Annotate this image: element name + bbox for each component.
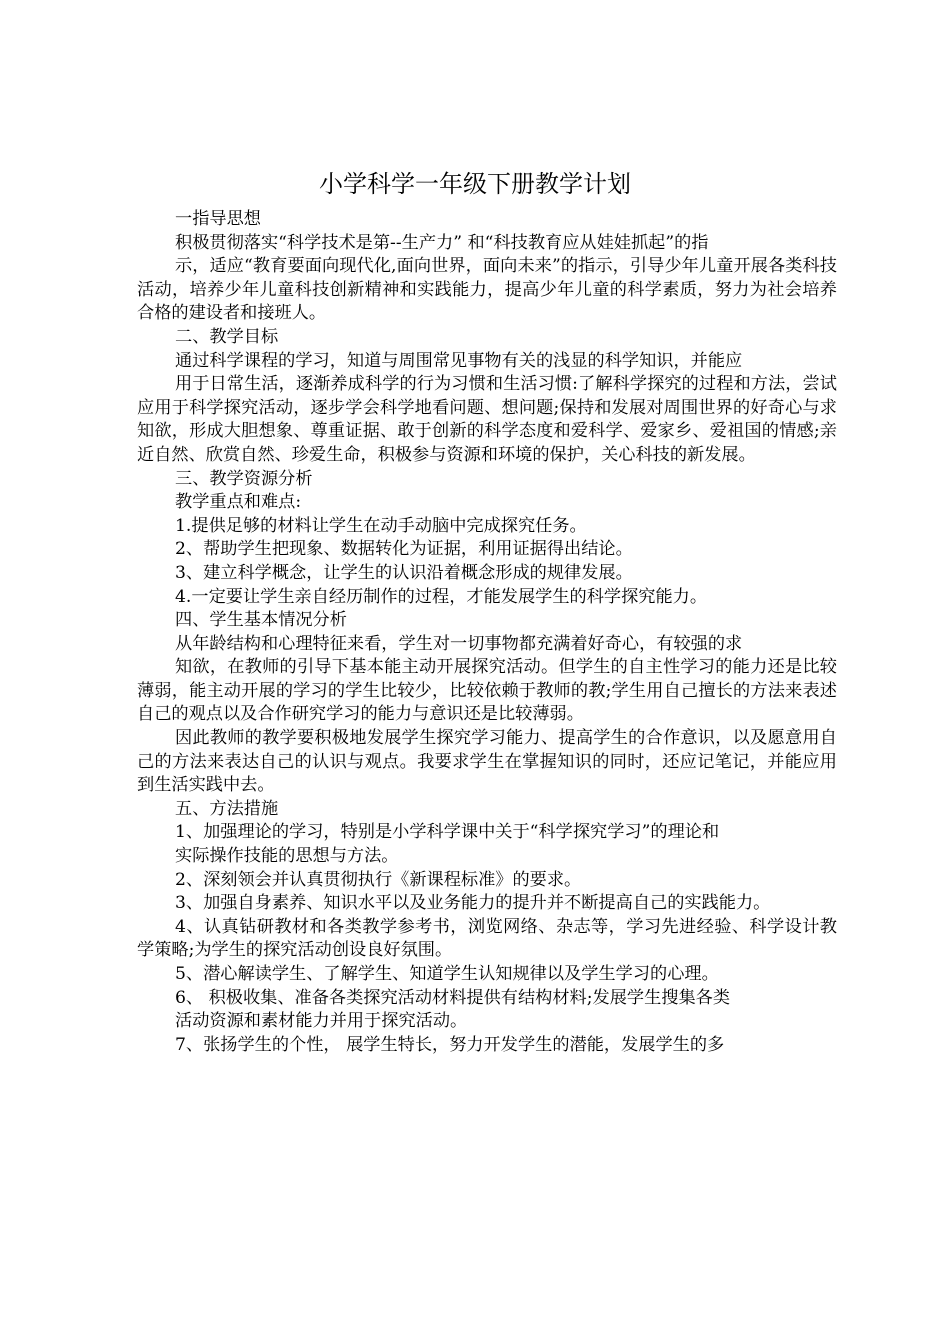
paragraph: 活动资源和素材能力并用于探究活动。 [175,1011,468,1032]
paragraph: 一指导思想 [175,209,261,229]
paragraph: 1、加强理论的学习，特别是小学科学课中关于“科学探究学习”的理论和 [175,822,720,843]
paragraph: 实际操作技能的思想与方法。 [175,846,399,867]
paragraph: 教学重点和难点: [175,492,302,513]
paragraph: 二、教学目标 [175,326,279,347]
paragraph: 用于日常生活，逐渐养成科学的行为习惯和生活习惯:了解科学探究的过程和方法，尝试应用于科学探究活动，逐步学会科学地看问题、想问题;保持和发展对周围世界的好奇心与求知欲，形成大胆想象、尊重证据、敢于创新的科学态度和爱科学、爱家乡、爱祖国的情感;亲近自然、欣赏自然、珍爱生命，积极参与资源和环境的保护，关心科技的新发展。 [137,374,837,465]
paragraph: 6、 积极收集、准备各类探究活动材料提供有结构材料;发展学生搜集各类 [175,987,731,1008]
paragraph: 1.提供足够的材料让学生在动手动脑中完成探究任务。 [175,515,587,536]
paragraph: 7、张扬学生的个性， 展学生特长，努力开发学生的潜能，发展学生的多 [175,1034,725,1055]
paragraph: 四、学生基本情况分析 [175,610,347,631]
paragraph: 因此教师的教学要积极地发展学生探究学习能力、提高学生的合作意识，以及愿意用自己的方法来表达自己的认识与观点。我要求学生在掌握知识的同时，还应记笔记，并能应用到生活实践中去。 [137,728,837,796]
paragraph: 2、帮助学生把现象、数据转化为证据，利用证据得出结论。 [175,539,633,560]
document-title: 小学科学一年级下册教学计划 [319,170,631,198]
paragraph: 2、深刻领会并认真贯彻执行《新课程标准》的要求。 [175,869,582,890]
paragraph: 示，适应“教育要面向现代化,面向世界，面向未来”的指示，引导少年儿童开展各类科技活动，培养少年儿童科技创新精神和实践能力，提高少年儿童的科学素质，努力为社会培养合格的建设者和接班人。 [137,256,837,324]
paragraph: 五、方法措施 [175,798,279,819]
paragraph: 知欲，在教师的引导下基本能主动开展探究活动。但学生的自主性学习的能力还是比较薄弱，能主动开展的学习的学生比较少，比较依赖于教师的教;学生用自己擅长的方法来表述自己的观点以及合作研究学习的能力与意识还是比较薄弱。 [137,657,837,725]
paragraph: 4.一定要让学生亲自经历制作的过程，才能发展学生的科学探究能力。 [175,586,708,607]
paragraph: 从年龄结构和心理特征来看，学生对一切事物都充满着好奇心，有较强的求 [175,633,743,654]
paragraph: 5、潜心解读学生、了解学生、知道学生认知规律以及学生学习的心理。 [175,964,719,984]
paragraph: 积极贯彻落实“科学技术是第--生产力” 和“科技教育应从娃娃抓起”的指 [175,232,709,253]
paragraph: 3、加强自身素养、知识水平以及业务能力的提升并不断提高自己的实践能力。 [175,893,771,914]
paragraph: 4、认真钻研教材和各类教学参考书，浏览网络、杂志等，学习先进经验、科学设计教学策略;为学生的探究活动创设良好氛围。 [137,916,837,961]
document-body [137,208,837,1057]
paragraph: 三、教学资源分析 [175,468,313,489]
paragraph: 3、建立科学概念，让学生的认识沿着概念形成的规律发展。 [175,562,633,583]
paragraph: 通过科学课程的学习，知道与周围常见事物有关的浅显的科学知识，并能应 [175,350,743,371]
